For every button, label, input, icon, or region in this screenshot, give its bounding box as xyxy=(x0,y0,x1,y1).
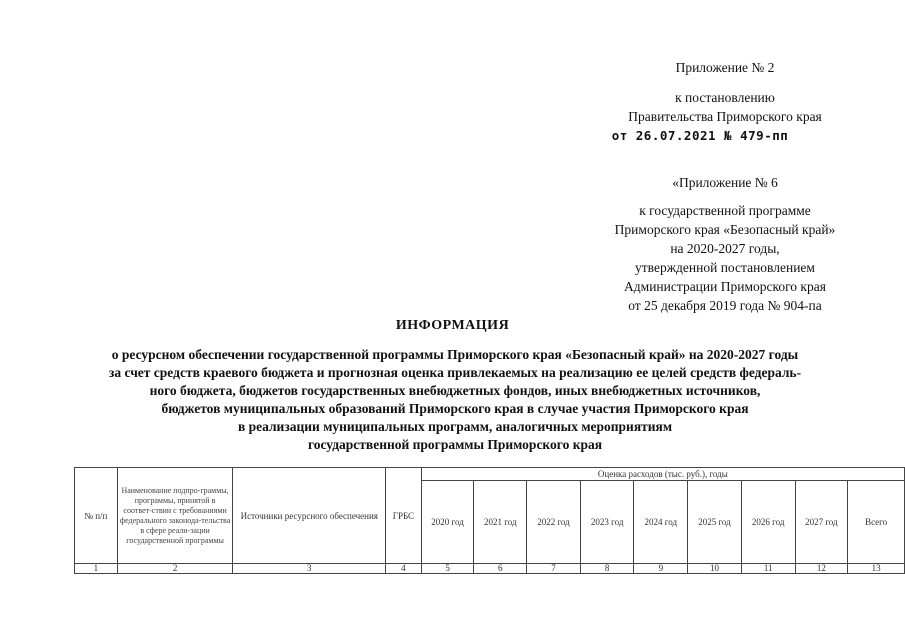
appendix-6-title: «Приложение № 6 xyxy=(672,175,778,190)
column-number: 5 xyxy=(421,564,474,574)
column-number: 4 xyxy=(386,564,422,574)
document-heading: ИНФОРМАЦИЯ xyxy=(395,318,510,333)
appendix-6-line: на 2020-2027 годы, xyxy=(670,241,780,256)
header-sources: Источники ресурсного обеспечения xyxy=(233,468,386,564)
column-number: 2 xyxy=(117,564,233,574)
header-year: 2024 год xyxy=(634,481,688,564)
appendix-2-line2: Правительства Приморского края xyxy=(628,109,822,124)
column-number: 9 xyxy=(634,564,688,574)
column-number: 11 xyxy=(741,564,795,574)
appendix-2-block xyxy=(560,58,890,145)
column-number: 6 xyxy=(474,564,527,574)
column-number: 7 xyxy=(527,564,581,574)
appendix-6-block xyxy=(560,173,890,315)
document-description xyxy=(60,346,850,454)
column-number: 8 xyxy=(580,564,634,574)
appendix-6-line: утвержденной постановлением xyxy=(635,260,815,275)
appendix-6-line: Администрации Приморского края xyxy=(624,279,826,294)
header-year: 2026 год xyxy=(741,481,795,564)
decree-stamp: от 26.07.2021 № 479-пп xyxy=(611,128,789,143)
header-program-name: Наименование подпро-граммы, программы, принятой в соответ-ствии с требованиями федерального законода-тельства в сфере реали-зации государственной программы xyxy=(117,468,233,564)
column-number: 3 xyxy=(233,564,386,574)
appendix-6-line: Приморского края «Безопасный край» xyxy=(614,222,836,237)
description-line: государственной программы Приморского края xyxy=(307,437,603,452)
appendix-6-line: к государственной программе xyxy=(639,203,811,218)
description-line: за счет средств краевого бюджета и прогнозная оценка привлекаемых на реализацию ее целей средств федераль- xyxy=(108,365,802,380)
description-line: о ресурсном обеспечении государственной программы Приморского края «Безопасный край» на 2020-2027 годы xyxy=(111,347,799,362)
appendix-2-title: Приложение № 2 xyxy=(675,60,775,75)
header-year: 2023 год xyxy=(580,481,634,564)
column-number: 1 xyxy=(75,564,118,574)
header-expenses-group: Оценка расходов (тыс. руб.), годы xyxy=(421,468,904,481)
column-number: 13 xyxy=(848,564,905,574)
header-year: 2021 год xyxy=(474,481,527,564)
description-line: ного бюджета, бюджетов государственных внебюджетных фондов, иных внебюджетных источников, xyxy=(149,383,761,398)
header-year: 2025 год xyxy=(688,481,742,564)
description-line: в реализации муниципальных программ, аналогичных мероприятиям xyxy=(237,419,673,434)
column-number: 12 xyxy=(795,564,848,574)
description-line: бюджетов муниципальных образований Приморского края в случае участия Приморского края xyxy=(161,401,749,416)
column-number: 10 xyxy=(688,564,742,574)
resource-table xyxy=(74,467,905,574)
header-year: 2027 год xyxy=(795,481,848,564)
header-total: Всего xyxy=(848,481,905,564)
header-year: 2020 год xyxy=(421,481,474,564)
header-number: № п/п xyxy=(75,468,118,564)
appendix-6-line: от 25 декабря 2019 года № 904-па xyxy=(628,298,822,313)
header-grbs: ГРБС xyxy=(386,468,422,564)
header-year: 2022 год xyxy=(527,481,581,564)
appendix-2-line1: к постановлению xyxy=(675,90,775,105)
